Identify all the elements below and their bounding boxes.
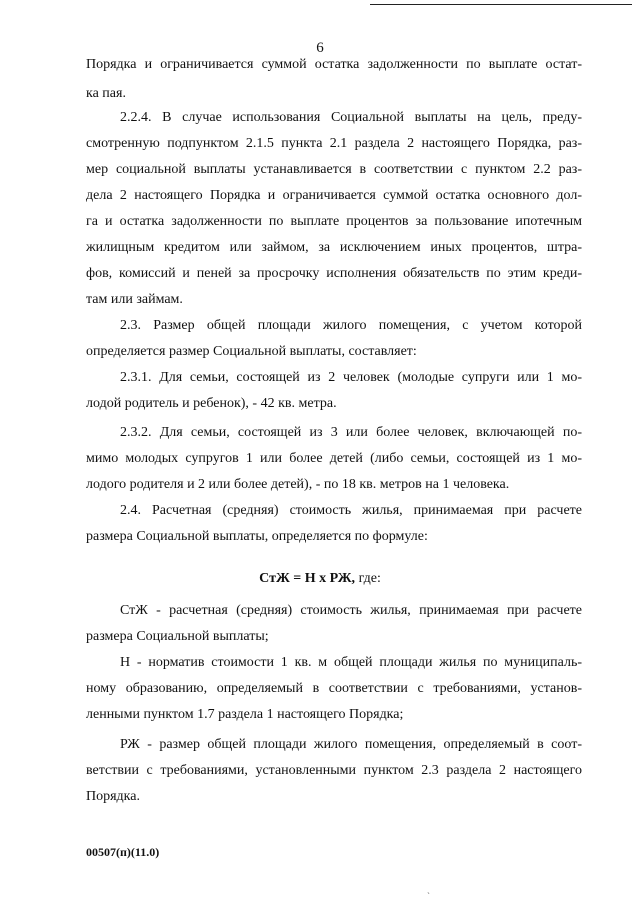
text-line: ленными пунктом 1.7 раздела 1 настоящего Порядка; [86,707,404,722]
page-number: 6 [316,40,324,56]
text-line: ка пая. [86,86,126,101]
text-line: ветствии с требованиями, установленными пунктом 2.3 раздела 2 настоящего [86,763,582,778]
text-line: РЖ - размер общей площади жилого помещения, определяемый в соот- [120,737,582,752]
document-code: 00507(п)(11.0) [86,845,160,859]
text-line: Н - норматив стоимости 1 кв. м общей площади жилья по муниципаль- [120,655,582,670]
text-line: га и остатка задолженности по выплате процентов за пользование ипотечным [86,214,582,229]
text-line: Порядка. [86,789,140,804]
text-line: мер социальной выплаты устанавливается в соответствии с пунктом 2.2 раз- [86,162,582,177]
formula [0,569,640,589]
top-right-rule [370,4,632,5]
scan-mark: ˎ [427,884,430,894]
text-line: там или займам. [86,292,183,307]
text-line: определяется размер Социальной выплаты, составляет: [86,344,417,359]
text-line: смотренную подпунктом 2.1.5 пункта 2.1 раздела 2 настоящего Порядка, раз- [86,136,582,151]
formula-suffix: где: [355,571,381,586]
text-line: жилищным кредитом или займом, за исключением иных процентов, штра- [86,240,582,255]
text-line: размера Социальной выплаты, определяется по формуле: [86,529,428,544]
text-line: 2.3.2. Для семьи, состоящей из 3 или более человек, включающей по- [120,425,582,440]
text-line: 2.3.1. Для семьи, состоящей из 2 человек (молодые супруги или 1 мо- [120,370,582,385]
formula-expression: СтЖ = Н х РЖ, [259,571,356,586]
text-line: 2.2.4. В случае использования Социальной выплаты на цель, преду- [120,110,582,125]
text-line: 2.3. Размер общей площади жилого помещения, с учетом которой [120,318,582,333]
text-line: лодого родителя и 2 или более детей), - по 18 кв. метров на 1 человека. [86,477,510,492]
text-line: Порядка и ограничивается суммой остатка задолженности по выплате остат- [86,57,582,72]
text-line: ному образованию, определяемый в соответствии с требованиями, установ- [86,681,582,696]
text-line: фов, комиссий и пеней за просрочку исполнения обязательств по этим креди- [86,266,582,281]
text-line: размера Социальной выплаты; [86,629,269,644]
text-line: мимо молодых супругов 1 или более детей (либо семьи, состоящей из 1 мо- [86,451,582,466]
text-line: дела 2 настоящего Порядка и ограничивается суммой остатка основного дол- [86,188,582,203]
text-line: 2.4. Расчетная (средняя) стоимость жилья, принимаемая при расчете [120,503,582,518]
text-line: СтЖ - расчетная (средняя) стоимость жилья, принимаемая при расчете [120,603,582,618]
text-line: лодой родитель и ребенок), - 42 кв. метра. [86,396,337,411]
